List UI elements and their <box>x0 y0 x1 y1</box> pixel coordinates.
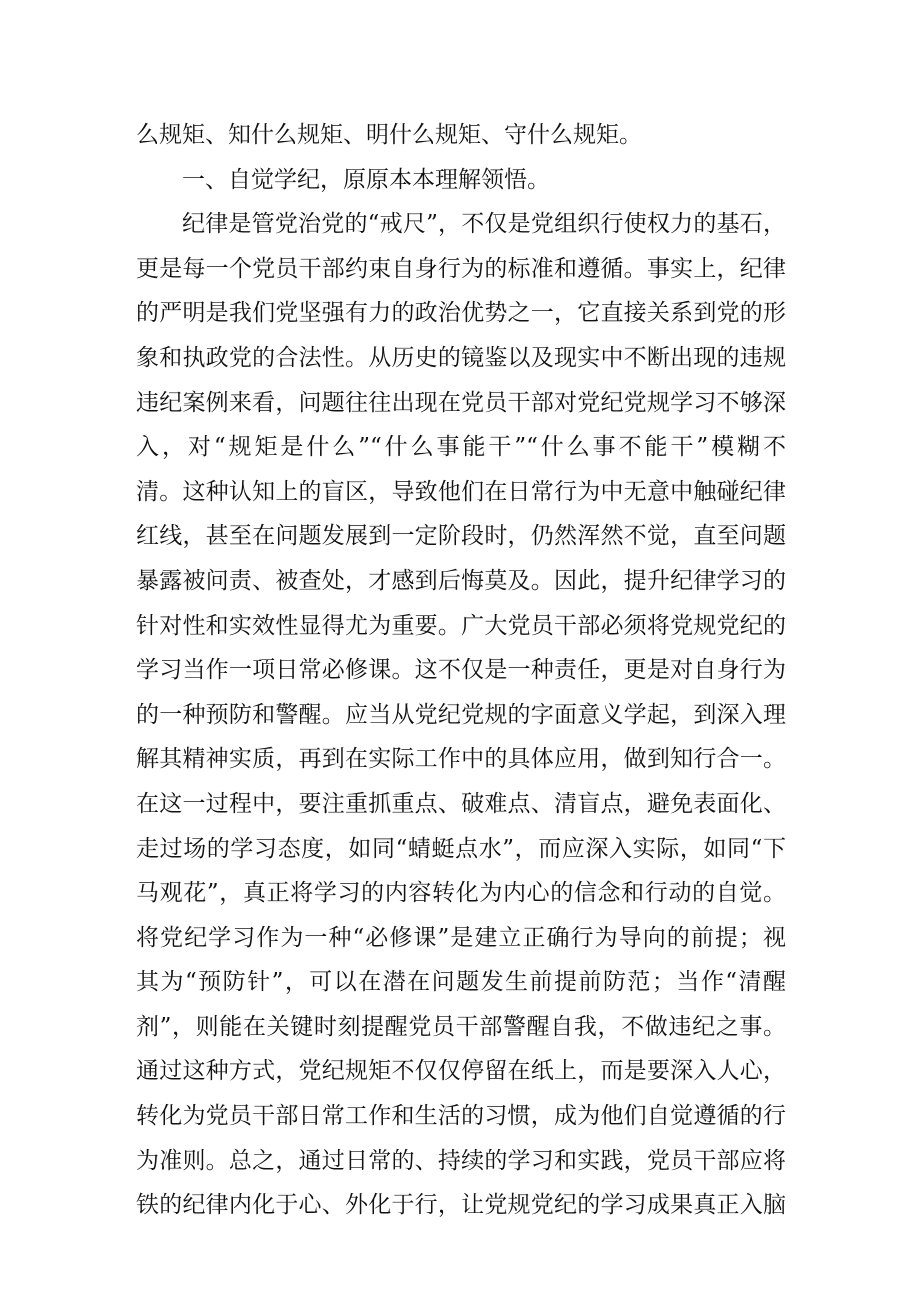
text-line: 清。这种认知上的盲区，导致他们在日常行为中无意中触碰纪律 <box>136 478 786 505</box>
text-line: 通过这种方式，党纪规矩不仅仅停留在纸上，而是要深入人心， <box>136 1058 786 1085</box>
text-line: 在这一过程中，要注重抓重点、破难点、清盲点，避免表面化、 <box>136 790 786 817</box>
section-heading: 一、自觉学纪，原原本本理解领悟。 <box>182 166 550 193</box>
text-line: 么规矩、知什么规矩、明什么规矩、守什么规矩。 <box>136 122 642 148</box>
text-line: 暴露被问责、被查处，才感到后悔莫及。因此，提升纪律学习的 <box>136 567 786 594</box>
text-line: 解其精神实质，再到在实际工作中的具体应用，做到知行合一。 <box>136 746 786 773</box>
document-body <box>136 113 786 1228</box>
text-line: 入，对“规矩是什么”“什么事能干”“什么事不能干”模糊不 <box>136 434 786 461</box>
text-line: 为准则。总之，通过日常的、持续的学习和实践，党员干部应将 <box>136 1147 786 1174</box>
text-line: 的一种预防和警醒。应当从党纪党规的字面意义学起，到深入理 <box>136 701 786 728</box>
text-line: 象和执政党的合法性。从历史的镜鉴以及现实中不断出现的违规 <box>136 344 786 371</box>
text-line: 学习当作一项日常必修课。这不仅是一种责任，更是对自身行为 <box>136 657 786 684</box>
text-line: 红线，甚至在问题发展到一定阶段时，仍然浑然不觉，直至问题 <box>136 523 786 550</box>
text-line: 铁的纪律内化于心、外化于行，让党规党纪的学习成果真正入脑 <box>136 1192 786 1219</box>
text-line: 违纪案例来看，问题往往出现在党员干部对党纪党规学习不够深 <box>136 389 786 416</box>
text-line: 走过场的学习态度，如同“蜻蜓点水”，而应深入实际，如同“下 <box>136 835 786 862</box>
text-line: 将党纪学习作为一种“必修课”是建立正确行为导向的前提；视 <box>136 924 786 951</box>
text-line: 针对性和实效性显得尤为重要。广大党员干部必须将党规党纪的 <box>136 612 786 639</box>
text-line: 纪律是管党治党的“戒尺”，不仅是党组织行使权力的基石， <box>182 211 786 238</box>
text-line: 转化为党员干部日常工作和生活的习惯，成为他们自觉遵循的行 <box>136 1103 786 1130</box>
text-line: 其为“预防针”，可以在潜在问题发生前提前防范；当作“清醒 <box>136 969 786 996</box>
text-line: 的严明是我们党坚强有力的政治优势之一，它直接关系到党的形 <box>136 300 786 327</box>
text-line: 更是每一个党员干部约束自身行为的标准和遵循。事实上，纪律 <box>136 255 786 282</box>
text-line: 剂”，则能在关键时刻提醒党员干部警醒自我，不做违纪之事。 <box>136 1013 786 1040</box>
text-line: 马观花”，真正将学习的内容转化为内心的信念和行动的自觉。 <box>136 880 786 907</box>
